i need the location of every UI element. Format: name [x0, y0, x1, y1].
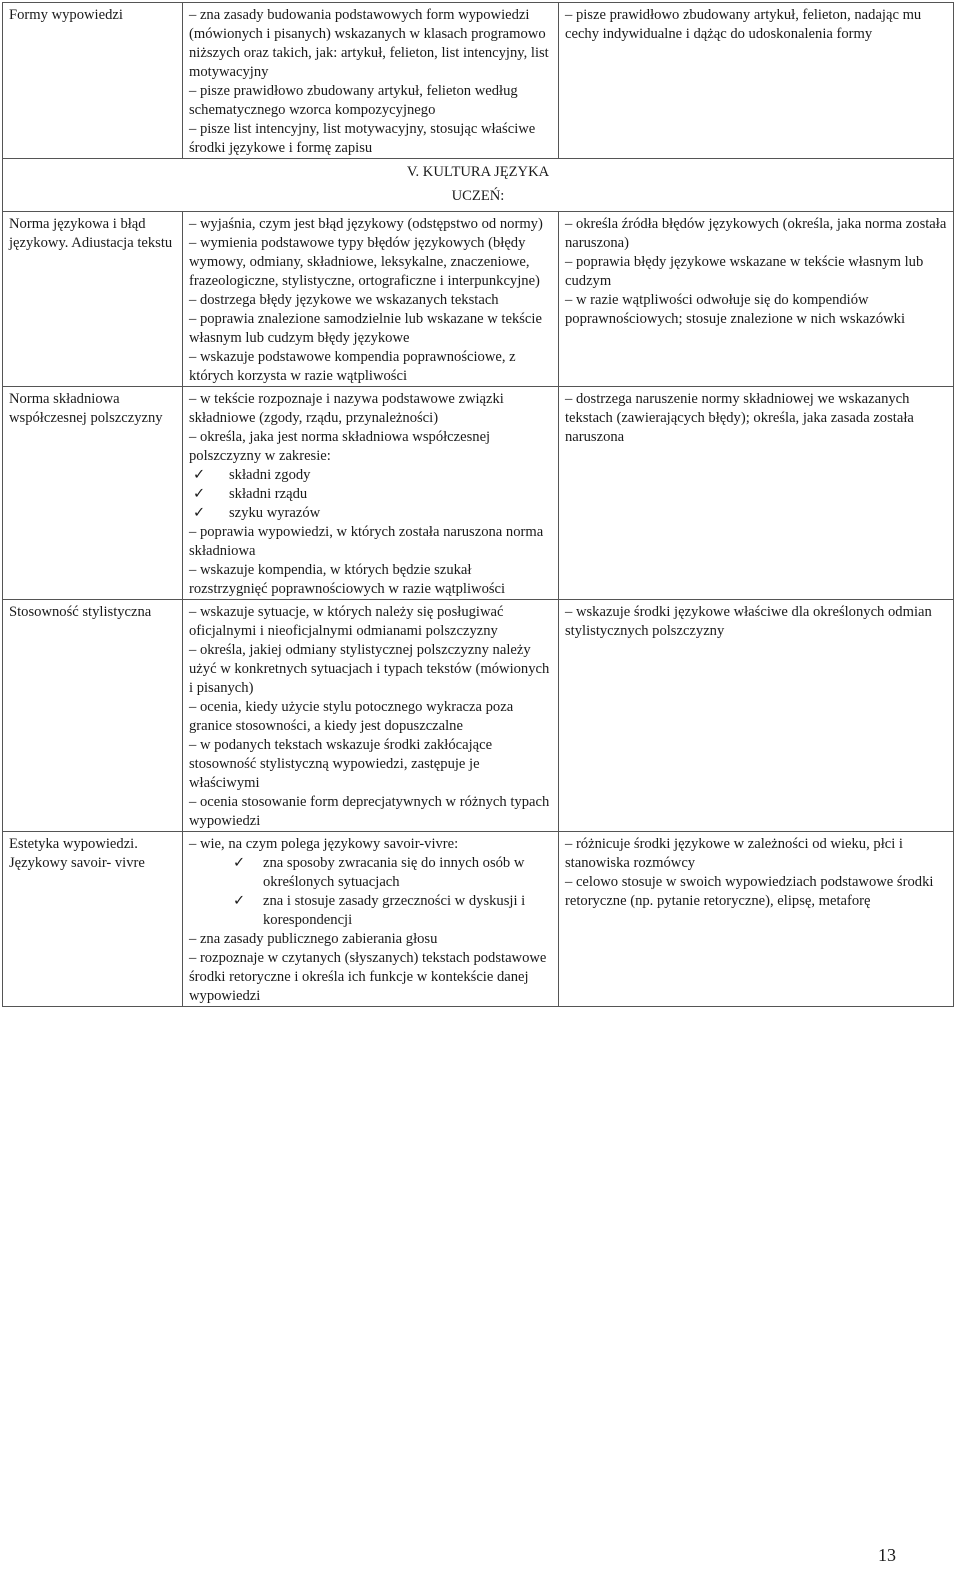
- requirement-item: – określa, jakiej odmiany stylistycznej polszczyzny należy użyć w konkretnych sytuacjach i typach tekstów (mówionych i pisanych): [189, 642, 550, 696]
- checklist-text: zna sposoby zwracania się do innych osób w określonych sytuacjach: [263, 855, 525, 890]
- extended-requirements-cell: [559, 832, 954, 1007]
- extended-requirements-cell: [559, 387, 954, 600]
- page-number: 13: [878, 1545, 896, 1565]
- requirement-item: – określa, jaka jest norma składniowa współczesnej polszczyzny w zakresie:: [189, 429, 491, 464]
- checklist-item: [189, 485, 552, 504]
- requirement-item: – w podanych tekstach wskazuje środki zakłócające stosowność stylistyczną wypowiedzi, zastępuje je właściwymi: [189, 737, 493, 791]
- checkmark-icon: ✓: [233, 855, 246, 871]
- table-row: [3, 832, 954, 1007]
- extended-requirements-cell: [559, 212, 954, 387]
- requirement-item: – wskazuje kompendia, w których będzie szukał rozstrzygnięć poprawnościowych w razie wątpliwości: [189, 562, 506, 597]
- basic-requirements-cell: [183, 212, 559, 387]
- requirement-item: – zna zasady publicznego zabierania głosu: [189, 931, 438, 947]
- topic-text: Stosowność stylistyczna: [9, 604, 152, 620]
- checklist-text: składni zgody: [229, 467, 311, 483]
- basic-requirements-cell: [183, 387, 559, 600]
- topic-cell: [3, 3, 183, 159]
- requirement-item: – wskazuje środki językowe właściwe dla określonych odmian stylistycznych polszczyzny: [565, 604, 932, 639]
- requirement-item: – wymienia podstawowe typy błędów językowych (błędy wymowy, odmiany, składniowe, leksykalne, znaczeniowe, frazeologiczne, stylistyczne, ortograficzne i interpunkcyjne): [189, 235, 540, 289]
- table-row: [3, 3, 954, 159]
- checkmark-icon: ✓: [233, 893, 246, 909]
- requirement-item: – pisze prawidłowo zbudowany artykuł, felieton według schematycznego wzorca kompozycyjnego: [189, 83, 518, 118]
- requirement-item: – wskazuje sytuacje, w których należy się posługiwać oficjalnymi i nieoficjalnymi odmianami polszczyzny: [189, 604, 504, 639]
- extended-requirements-cell: [559, 600, 954, 832]
- requirement-item: – celowo stosuje w swoich wypowiedziach podstawowe środki retoryczne (np. pytanie retoryczne), elipsę, metaforę: [565, 874, 934, 909]
- requirement-item: – poprawia błędy językowe wskazane w tekście własnym lub cudzym: [565, 254, 924, 289]
- requirement-item: – rozpoznaje w czytanych (słyszanych) tekstach podstawowe środki retoryczne i określa ich funkcje w kontekście danej wypowiedzi: [189, 950, 547, 1004]
- topic-cell: [3, 387, 183, 600]
- requirement-item: – pisze list intencyjny, list motywacyjny, stosując właściwe środki językowe i formę zapisu: [189, 121, 536, 156]
- checklist-text: zna i stosuje zasady grzeczności w dyskusji i korespondencji: [263, 893, 526, 928]
- requirement-item: – poprawia znalezione samodzielnie lub wskazane w tekście własnym lub cudzym błędy językowe: [189, 311, 542, 346]
- checklist-item: [189, 854, 552, 892]
- checklist-item: [189, 504, 552, 523]
- curriculum-table: [2, 2, 954, 1007]
- requirement-item: – zna zasady budowania podstawowych form wypowiedzi (mówionych i pisanych) wskazanych w klasach programowo niższych oraz takich, jak: artykuł, felieton, list intencyjny, list motywacyjny: [189, 7, 549, 80]
- requirement-item: – poprawia wypowiedzi, w których została naruszona norma składniowa: [189, 524, 544, 559]
- table-row: [3, 387, 954, 600]
- requirement-item: – ocenia, kiedy użycie stylu potocznego wykracza poza granice stosowności, a kiedy jest dopuszczalne: [189, 699, 514, 734]
- basic-requirements-cell: [183, 600, 559, 832]
- extended-requirements-cell: [559, 3, 954, 159]
- requirement-item: – pisze prawidłowo zbudowany artykuł, felieton, nadając mu cechy indywidualne i dążąc do udoskonalenia formy: [565, 7, 922, 42]
- checklist-text: szyku wyrazów: [229, 505, 321, 521]
- requirement-item: – wie, na czym polega językowy savoir-vivre:: [189, 836, 459, 852]
- table-row: [3, 212, 954, 387]
- topic-text: Estetyka wypowiedzi. Językowy savoir- vivre: [9, 836, 145, 871]
- topic-cell: [3, 600, 183, 832]
- checklist-item: [189, 892, 552, 930]
- requirement-item: – wyjaśnia, czym jest błąd językowy (odstępstwo od normy): [189, 216, 543, 232]
- section-subtitle: UCZEŃ:: [451, 188, 505, 204]
- checkmark-icon: ✓: [193, 505, 206, 521]
- checklist-item: [189, 466, 552, 485]
- basic-requirements-cell: [183, 3, 559, 159]
- requirement-item: – w tekście rozpoznaje i nazywa podstawowe związki składniowe (zgody, rządu, przynależności): [189, 391, 504, 426]
- topic-cell: [3, 832, 183, 1007]
- requirement-item: – różnicuje środki językowe w zależności od wieku, płci i stanowiska rozmówcy: [565, 836, 903, 871]
- checklist-text: składni rządu: [229, 486, 308, 502]
- requirement-item: – ocenia stosowanie form deprecjatywnych w różnych typach wypowiedzi: [189, 794, 550, 829]
- requirement-item: – wskazuje podstawowe kompendia poprawnościowe, z których korzysta w razie wątpliwości: [189, 349, 516, 384]
- checkmark-icon: ✓: [193, 467, 206, 483]
- topic-cell: [3, 212, 183, 387]
- topic-text: Formy wypowiedzi: [9, 7, 123, 23]
- basic-requirements-cell: [183, 832, 559, 1007]
- section-title: V. KULTURA JĘZYKA: [406, 164, 550, 180]
- requirement-item: – dostrzega naruszenie normy składniowej we wskazanych tekstach (zawierających błędy); określa, jaka zasada została naruszona: [565, 391, 914, 445]
- section-heading-row: [3, 159, 954, 212]
- topic-text: Norma składniowa współczesnej polszczyzny: [9, 391, 163, 426]
- checkmark-icon: ✓: [193, 486, 206, 502]
- requirement-item: – w razie wątpliwości odwołuje się do kompendiów poprawnościowych; stosuje znalezione w nich wskazówki: [565, 292, 906, 327]
- topic-text: Norma językowa i błąd językowy. Adiustacja tekstu: [9, 216, 173, 251]
- section-heading-cell: [3, 159, 954, 212]
- requirement-item: – określa źródła błędów językowych (określa, jaka norma została naruszona): [565, 216, 947, 251]
- requirement-item: – dostrzega błędy językowe we wskazanych tekstach: [189, 292, 499, 308]
- table-row: [3, 600, 954, 832]
